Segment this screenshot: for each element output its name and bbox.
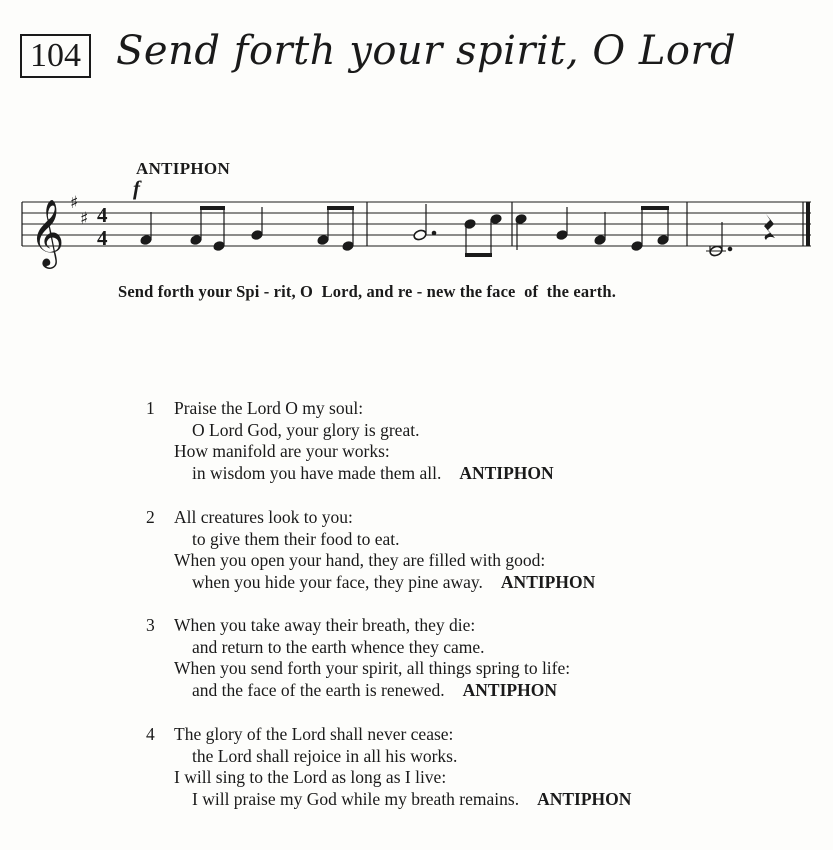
measure-2 bbox=[413, 204, 502, 255]
measure-3 bbox=[515, 207, 670, 252]
verse-line: when you hide your face, they pine away. bbox=[192, 571, 483, 592]
antiphon-refrain-marker: ANTIPHON bbox=[462, 679, 557, 700]
verse-line: All creatures look to you: bbox=[174, 507, 353, 527]
svg-text:4: 4 bbox=[97, 226, 108, 250]
antiphon-lyrics: Send forth your Spi - rit, O Lord, and re - new the face of the earth. bbox=[118, 282, 616, 301]
hymn-number: 104 bbox=[20, 34, 91, 78]
music-staff bbox=[0, 0, 833, 300]
verse-line: How manifold are your works: bbox=[174, 441, 390, 461]
dynamic-marking: f bbox=[133, 176, 140, 200]
verse-line: to give them their food to eat. bbox=[192, 528, 400, 549]
verse-line: O Lord God, your glory is great. bbox=[192, 419, 420, 440]
verse-line: I will sing to the Lord as long as I live: bbox=[174, 767, 447, 787]
measure-1 bbox=[140, 207, 355, 252]
hymn-title: Send forth your spirit, O Lord bbox=[116, 28, 737, 74]
svg-text:♯: ♯ bbox=[70, 193, 79, 213]
verse-line: The glory of the Lord shall never cease: bbox=[174, 724, 454, 744]
verse-number: 1 bbox=[146, 398, 155, 418]
verse-line: Praise the Lord O my soul: bbox=[174, 398, 364, 418]
time-signature bbox=[97, 203, 108, 250]
verse-line: and the face of the earth is renewed. bbox=[192, 679, 445, 700]
antiphon-refrain-marker: ANTIPHON bbox=[459, 462, 554, 483]
treble-clef-icon: 𝄞 bbox=[30, 198, 65, 266]
verse-number: 2 bbox=[146, 507, 155, 527]
svg-text:♯: ♯ bbox=[80, 209, 89, 229]
verse-number: 3 bbox=[146, 615, 155, 635]
quarter-rest-icon bbox=[764, 214, 775, 240]
verse-line: When you send forth your spirit, all things spring to life: bbox=[174, 658, 571, 678]
verse-line: When you take away their breath, they die: bbox=[174, 615, 476, 635]
antiphon-label: ANTIPHON bbox=[136, 159, 231, 178]
antiphon-refrain-marker: ANTIPHON bbox=[537, 788, 632, 809]
antiphon-refrain-marker: ANTIPHON bbox=[500, 571, 596, 592]
verse-line: When you open your hand, they are filled with good: bbox=[174, 550, 546, 570]
verse-number: 4 bbox=[146, 724, 155, 744]
verse-line: I will praise my God while my breath remains. bbox=[192, 788, 520, 809]
svg-text:4: 4 bbox=[97, 203, 108, 227]
verse-line: and return to the earth whence they came. bbox=[192, 636, 485, 657]
measure-4 bbox=[706, 222, 732, 257]
verse-line: in wisdom you have made them all. bbox=[192, 462, 442, 483]
verse-line: the Lord shall rejoice in all his works. bbox=[192, 745, 458, 766]
